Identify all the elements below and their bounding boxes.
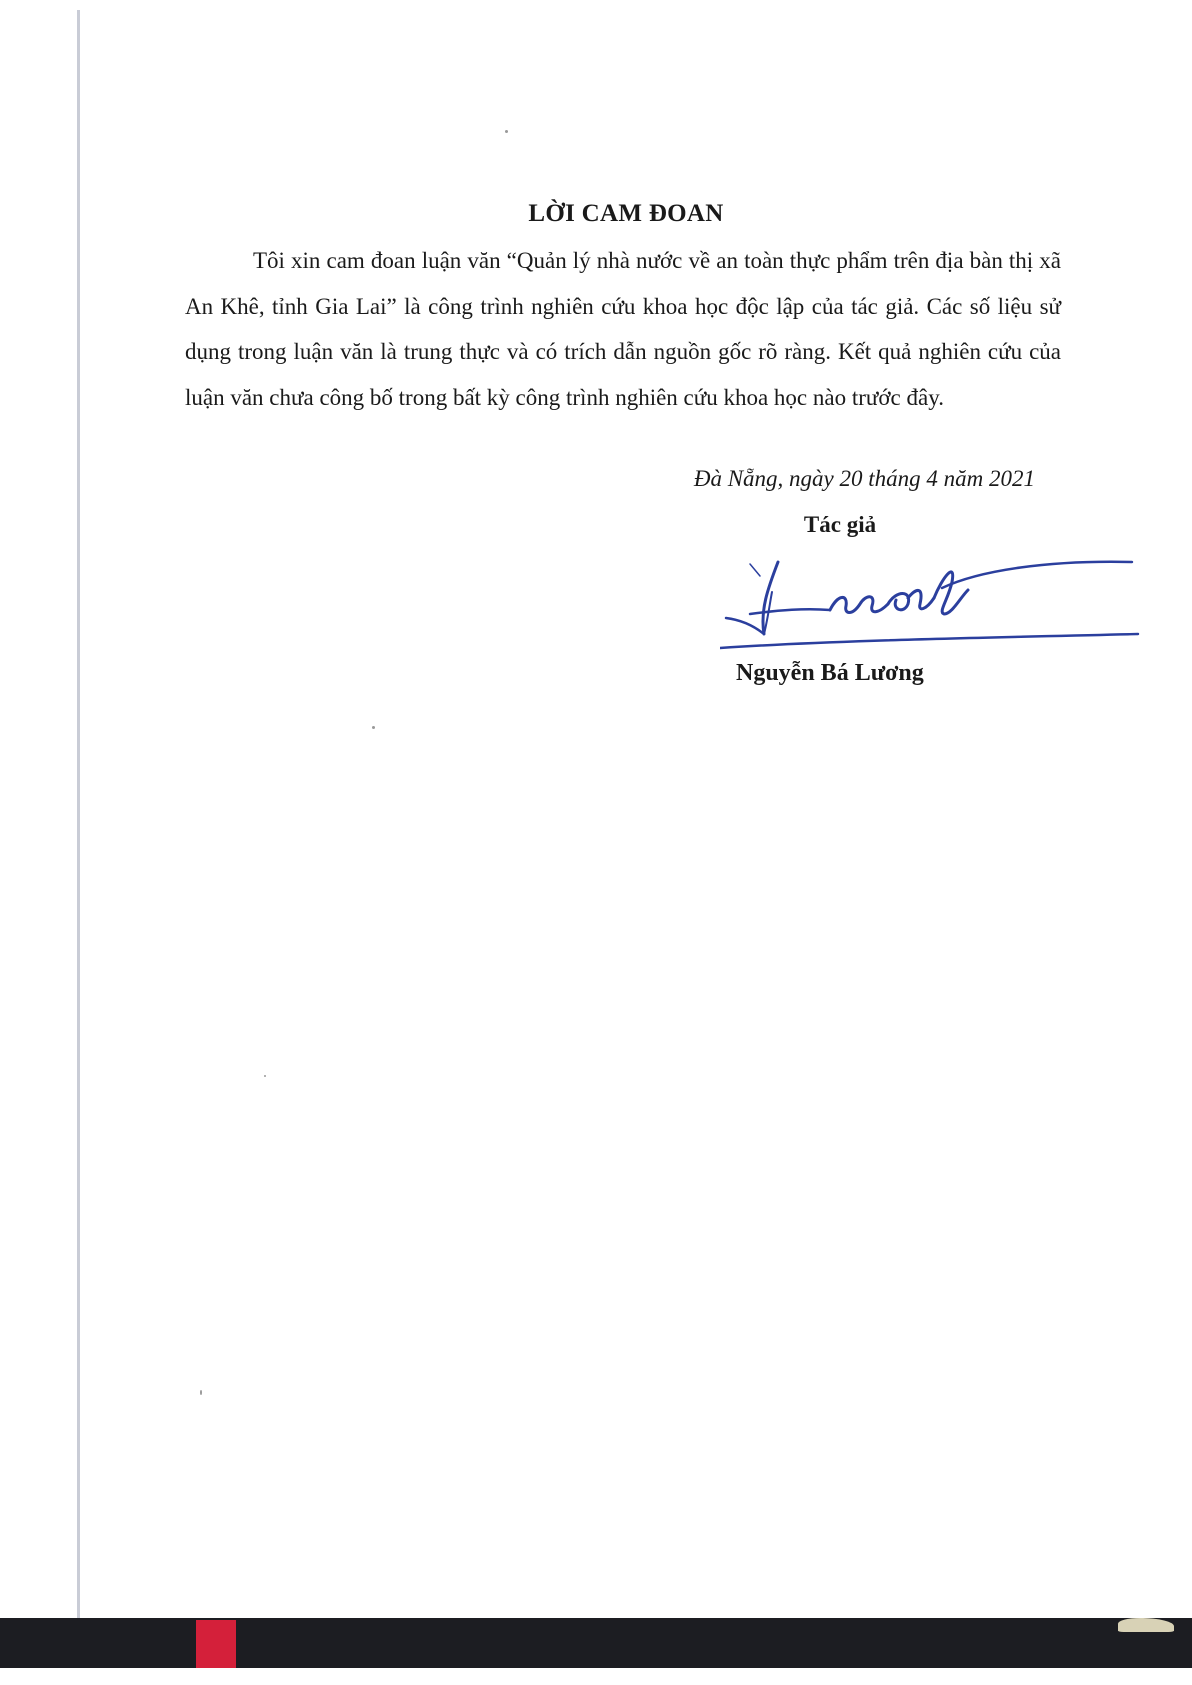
author-name: Nguyễn Bá Lương <box>736 660 924 686</box>
handwritten-signature <box>720 548 1140 668</box>
date-line: Đà Nẵng, ngày 20 tháng 4 năm 2021 <box>693 466 1035 491</box>
page-title: LỜI CAM ĐOAN <box>528 200 724 227</box>
scan-speck <box>264 1075 266 1077</box>
page-bottom-margin <box>0 1668 1192 1685</box>
binding-edge-line <box>77 10 80 1618</box>
author-role-label: Tác giả <box>803 512 877 537</box>
scan-speck <box>505 130 508 133</box>
scan-speck <box>372 726 375 729</box>
declaration-paragraph: Tôi xin cam đoan luận văn “Quản lý nhà nước về an toàn thực phẩm trên địa bàn thị xã An Khê, tỉnh Gia Lai” là công trình nghiên cứu khoa học độc lập của tác giả. Các số liệu sử dụng trong luận văn là trung thực và có trích dẫn nguồn gốc rõ ràng. Kết quả nghiên cứu của luận văn chưa công bố trong bất kỳ công trình nghiên cứu khoa học nào trước đây. <box>185 248 1061 410</box>
scan-speck <box>200 1390 202 1395</box>
red-bookmark-tab <box>196 1620 236 1668</box>
scan-border-bar <box>0 1618 1192 1668</box>
page-corner-fold <box>1118 1618 1174 1632</box>
